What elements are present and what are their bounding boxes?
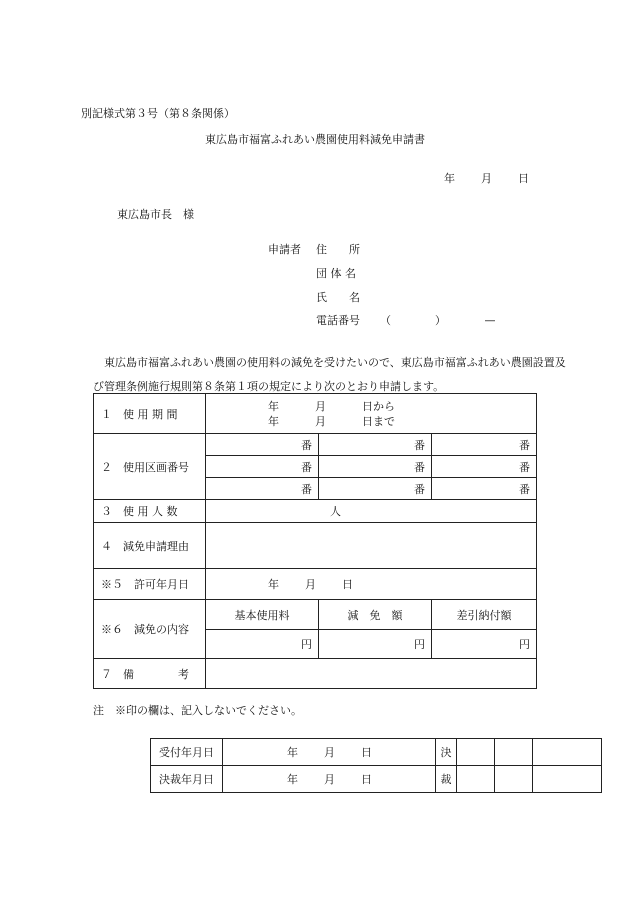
- address-field-label: 住 所: [316, 243, 360, 256]
- permit-date-cell: 年 月 日: [206, 569, 537, 600]
- approval-box: [495, 739, 533, 766]
- applicant-role-label: 申請者: [268, 243, 301, 256]
- phone-field-template: （ ） —: [380, 314, 496, 327]
- received-date-cell: 年 月 日: [223, 739, 436, 766]
- section-row: [94, 434, 537, 456]
- organization-field-label: 団 体 名: [316, 267, 356, 280]
- basic-fee-header: 基本使用料: [206, 600, 319, 630]
- exemption-header-row: [94, 600, 537, 630]
- permit-row: [94, 569, 537, 600]
- name-field-label: 氏 名: [316, 291, 360, 304]
- phone-field-label: 電話番号: [316, 314, 360, 327]
- document-title: 東広島市福富ふれあい農園使用料減免申請書: [205, 133, 425, 146]
- decided-row: [151, 766, 602, 793]
- period-row: [94, 394, 537, 434]
- approval-box: [533, 739, 602, 766]
- office-use-table: [150, 738, 602, 793]
- date-year: 年: [444, 172, 455, 185]
- people-label: ３ 使 用 人 数: [94, 500, 206, 523]
- permit-label: ※５ 許可年月日: [94, 569, 206, 600]
- received-label: 受付年月日: [151, 739, 223, 766]
- period-cell[interactable]: [206, 394, 537, 434]
- approval-box: [495, 766, 533, 793]
- remarks-cell[interactable]: [206, 659, 537, 689]
- people-row: [94, 500, 537, 523]
- section-number-cell[interactable]: 番: [432, 434, 537, 456]
- net-payment-cell: 円: [432, 630, 537, 659]
- received-row: [151, 739, 602, 766]
- decided-label: 決裁年月日: [151, 766, 223, 793]
- basic-fee-cell: 円: [206, 630, 319, 659]
- period-to: 年 月 日まで: [268, 414, 395, 428]
- section-number-cell[interactable]: 番: [319, 456, 432, 478]
- period-label: １ 使 用 期 間: [94, 394, 206, 434]
- section-label: ２ 使用区画番号: [94, 434, 206, 500]
- approval-box: [533, 766, 602, 793]
- section-number-cell[interactable]: 番: [206, 478, 319, 500]
- net-payment-header: 差引納付額: [432, 600, 537, 630]
- remarks-label: ７ 備 考: [94, 659, 206, 689]
- addressee: 東広島市長 様: [117, 208, 194, 221]
- section-number-cell[interactable]: 番: [206, 456, 319, 478]
- section-number-cell[interactable]: 番: [206, 434, 319, 456]
- approval-box: [457, 766, 495, 793]
- remarks-row: [94, 659, 537, 689]
- period-from: 年 月 日から: [268, 399, 395, 413]
- decided-date-cell: 年 月 日: [223, 766, 436, 793]
- form-number-label: 別記様式第３号（第８条関係）: [81, 107, 235, 120]
- instruction-note: 注 ※印の欄は、記入しないでください。: [93, 704, 302, 717]
- application-table: [93, 393, 537, 689]
- section-number-cell[interactable]: 番: [319, 434, 432, 456]
- reason-label: ４ 減免申請理由: [94, 523, 206, 569]
- exemption-amount-header: 減 免 額: [319, 600, 432, 630]
- application-statement: 東広島市福富ふれあい農園の使用料の減免を受けたいので、東広島市福富ふれあい農園設置及び管理条例施行規則第８条第１項の規定により次のとおり申請します。: [93, 356, 566, 393]
- approval-box: [457, 739, 495, 766]
- section-number-cell[interactable]: 番: [432, 456, 537, 478]
- section-number-cell[interactable]: 番: [319, 478, 432, 500]
- date-day: 日: [518, 172, 529, 185]
- application-date: [444, 173, 529, 184]
- kessai-label-2: 裁: [436, 766, 457, 793]
- section-number-cell[interactable]: 番: [432, 478, 537, 500]
- reason-cell[interactable]: [206, 523, 537, 569]
- people-count-cell[interactable]: 人: [206, 500, 537, 523]
- date-month: 月: [481, 172, 492, 185]
- reason-row: [94, 523, 537, 569]
- kessai-label-1: 決: [436, 739, 457, 766]
- exemption-label: ※６ 減免の内容: [94, 600, 206, 659]
- exemption-amount-cell: 円: [319, 630, 432, 659]
